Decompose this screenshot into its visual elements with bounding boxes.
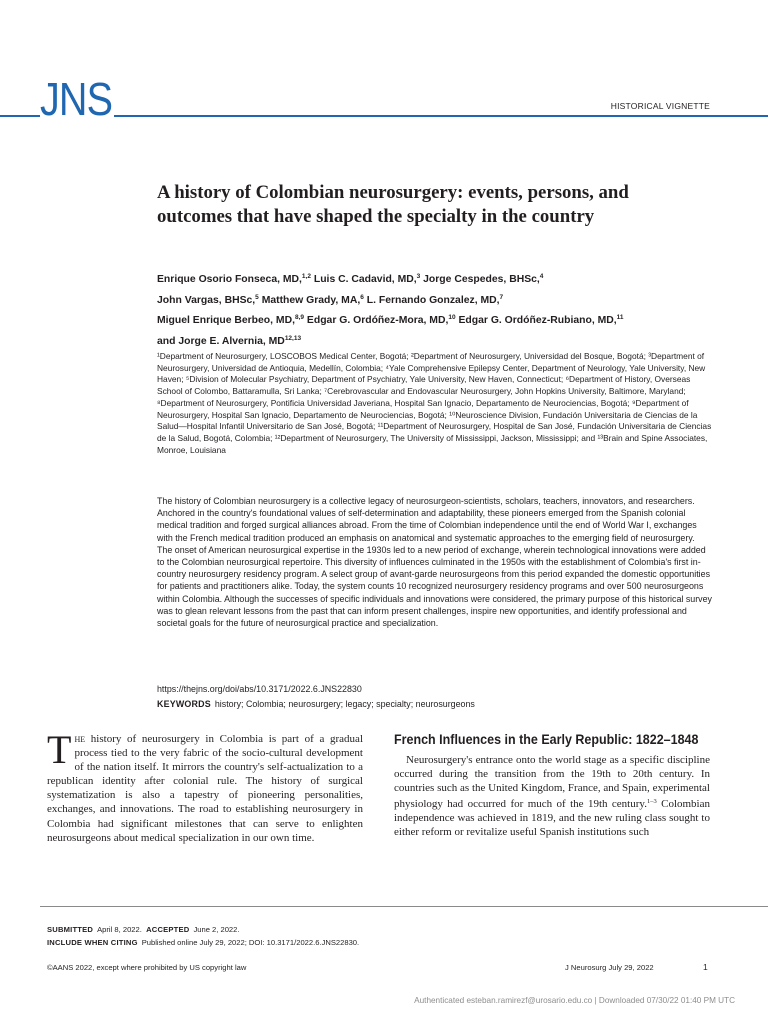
right-column bbox=[394, 731, 710, 840]
journal-date: J Neurosurg July 29, 2022 bbox=[565, 963, 654, 972]
accepted-label: ACCEPTED bbox=[146, 925, 190, 934]
author-name: Enrique Osorio Fonseca, MD, bbox=[157, 274, 302, 285]
authentication-notice: Authenticated esteban.ramirezf@urosario.edu.co | Downloaded 07/30/22 01:40 PM UTC bbox=[414, 996, 735, 1005]
author-affil-ref: 1,2 bbox=[301, 273, 311, 280]
author-affil-ref: 5 bbox=[255, 293, 259, 301]
accepted-date: June 2, 2022. bbox=[193, 925, 240, 934]
citing-label: INCLUDE WHEN CITING bbox=[47, 938, 138, 947]
submission-info bbox=[47, 923, 359, 949]
author-affil-ref: 7 bbox=[499, 293, 504, 301]
abstract: The history of Colombian neurosurgery is a collective legacy of neurosurgeon-scientists, scholars, teachers, innovators, and researchers. Anchored in the country's foundational values of self-determination and adaptability, these pioneers emerged from the Spanish colonial medical tradition and forged surgical alliances abroad. From the time of Colombian independence until the end of World War I, exchanges with the French medical tradition produced an emphasis on anatomical and systematic approaches to the emerging field of neurosurgery. The onset of American neurosurgical expertise in the 1930s led to a new period of exchange, wherein technological innovations were added to the Colombian neurosurgical repertoire. This diversity of influences culminated in the 1950s with the establishment of Colombia's first in-country neurosurgery residency program. A select group of avant-garde neurosurgeons from this period expanded the domestic opportunities for patients and practitioners alike. Today, the system counts 10 recognized neurosurgery residency programs and over 500 neurosurgeons within Colombia. Although the successes of specific individuals and innovations were considered, the primary purpose of this historical survey was to glean relevant lessons from the past that can inform present challenges, inspire new opportunities, and identify professional and societal goals for the future of neurosurgical practice and specialization. bbox=[157, 496, 712, 629]
section-text-a: Neurosurgery's entrance onto the world stage as a specific discipline occurred during the transition from the 19th to 20th century. In countries such as the United Kingdom, France, and Spain, experimental physiology had occurred for much of the 19th century. bbox=[394, 754, 710, 811]
doi-link[interactable]: https://thejns.org/doi/abs/10.3171/2022.6.JNS22830 bbox=[157, 684, 362, 694]
drop-cap: T bbox=[47, 727, 72, 772]
author-name: Jorge Cespedes, BHSc, bbox=[423, 274, 540, 285]
author-name: John Vargas, BHSc, bbox=[157, 294, 256, 306]
page-number: 1 bbox=[703, 962, 708, 972]
section-paragraph bbox=[394, 753, 710, 840]
footer-rule bbox=[40, 906, 768, 907]
author-name: Edgar G. Ordóñez-Rubiano, MD, bbox=[458, 315, 617, 326]
author-affil-ref: 3 bbox=[416, 273, 421, 280]
section-heading: French Influences in the Early Republic: 1822–1848 bbox=[394, 732, 699, 747]
author-affil-ref: 12,13 bbox=[284, 334, 302, 342]
submitted-date: April 8, 2022. bbox=[97, 925, 142, 934]
author-affil-ref: 11 bbox=[616, 314, 624, 321]
author-name: L. Fernando Gonzalez, MD, bbox=[366, 294, 500, 306]
keywords-label: KEYWORDS bbox=[157, 699, 211, 709]
author-name: Luis C. Cadavid, MD, bbox=[313, 274, 417, 285]
header-rule bbox=[114, 115, 768, 117]
journal-logo: JNS bbox=[40, 73, 113, 125]
citing-info: Published online July 29, 2022; DOI: 10.3171/2022.6.JNS22830. bbox=[141, 938, 360, 947]
affiliations: ¹Department of Neurosurgery, LOSCOBOS Medical Center, Bogotá; ²Department of Neurosurgery, Universidad del Bosque, Bogotá; ³Department of Neurosurgery, Universidad de Antioquia, Medellín, Colombia; ⁴Yale Comprehensive Epilepsy Center, Department of Neurology, Yale University, New Haven; ⁵Division of Molecular Psychiatry, Department of Psychiatry, Yale University, New Haven, Connecticut; ⁶Department of History, Overseas School of Colombo, Battaramulla, Sri Lanka; ⁷Cerebrovascular and Endovascular Neurosurgery, John Hopkins University, Baltimore, Maryland; ⁸Department of Neurosurgery, Pontificia Universidad Javeriana, Hospital San Ignacio, Departamento de Neurociencias, Bogotá; ⁹Department of Neurosurgery, Hospital San Ignacio, Departamento de Neurociencias, Bogotá; ¹⁰Neuroscience Division, Fundación Universitaria de Ciencias de la Salud—Hospital Infantil Universitario de San José, Bogotá; ¹¹Department of Neurosurgery, Hospital de San José, Fundación Universitaria de Ciencias de la Salud, Bogotá, Colombia; ¹²Department of Neurosurgery, The University of Mississippi, Jackson, Mississippi; and ¹³Brain and Spine Associates, Monroe, Louisiana bbox=[157, 351, 712, 455]
section-label: HISTORICAL VIGNETTE bbox=[610, 101, 710, 111]
author-name: Edgar G. Ordóñez-Mora, MD, bbox=[306, 315, 449, 326]
author-name: Miguel Enrique Berbeo, MD, bbox=[157, 315, 295, 326]
author-affil-ref: 6 bbox=[360, 293, 364, 301]
intro-text: history of neurosurgery in Colombia is part of a gradual process tied to the very fabric of the socio-cultural development of the nation itself. It mirrors the country's self-actualization to a republican identity after colonial rule. The history of surgical systematization is also a tapestry of pioneering personalities, exchanges, and innovations. The road to establishing neurosurgery in Colombia had significant milestones that can serve to enlighten neurosurgeons about medical specialization in our own time. bbox=[47, 733, 363, 844]
copyright: ©AANS 2022, except where prohibited by US copyright law bbox=[47, 963, 247, 972]
intro-paragraph bbox=[47, 727, 363, 845]
header-rule-left bbox=[0, 115, 40, 117]
reference-marker: 1–3 bbox=[646, 798, 657, 806]
lead-smallcaps: he bbox=[74, 733, 86, 745]
author-list bbox=[157, 268, 717, 350]
section-text-b: Colombian independence was achieved in 1819, and the new ruling class sought to either reform or revitalize useful Spanish institutions such bbox=[394, 798, 710, 839]
author-name: and Jorge E. Alvernia, MD bbox=[157, 335, 285, 347]
submitted-label: SUBMITTED bbox=[47, 925, 94, 934]
keywords bbox=[157, 699, 475, 709]
author-affil-ref: 8,9 bbox=[294, 314, 305, 321]
keywords-list: history; Colombia; neurosurgery; legacy; specialty; neurosurgeons bbox=[214, 699, 475, 709]
article-title: A history of Colombian neurosurgery: events, persons, and outcomes that have shaped the specialty in the country bbox=[157, 182, 629, 227]
author-affil-ref: 10 bbox=[448, 314, 456, 321]
author-name: Matthew Grady, MA, bbox=[261, 294, 361, 306]
author-affil-ref: 4 bbox=[539, 273, 544, 280]
